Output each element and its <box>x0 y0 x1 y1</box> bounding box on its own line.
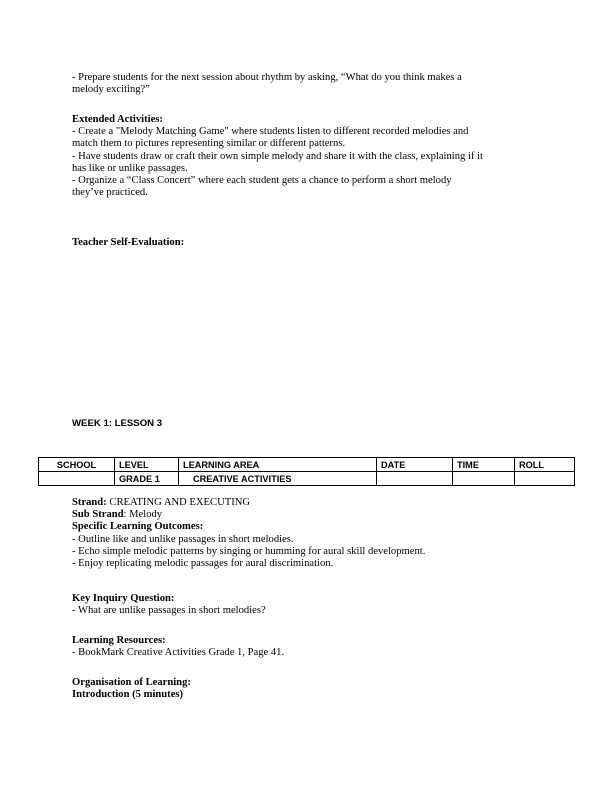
organisation-section <box>72 677 542 701</box>
table-header-cell: SCHOOL <box>39 458 115 472</box>
strand-label: Strand: <box>72 497 107 508</box>
closing-note <box>72 72 542 96</box>
closing-note-line: melody exciting?” <box>72 84 150 96</box>
slo-item: - Echo simple melodic patterns by singing or humming for aural skill development. <box>72 545 426 557</box>
sub-strand-label: Sub Strand <box>72 509 124 521</box>
kiq-heading: Key Inquiry Question: <box>72 593 175 604</box>
extended-activity-line: they’ve practiced. <box>72 187 148 199</box>
organisation-heading: Organisation of Learning: <box>72 677 191 688</box>
table-header-cell: LEARNING AREA <box>179 458 377 472</box>
extended-activity-line: - Have students draw or craft their own simple melody and share it with the class, explaining if it <box>72 150 483 162</box>
sub-strand-value: : Melody <box>123 509 163 521</box>
lesson-details <box>72 497 542 570</box>
lesson-meta-table <box>38 457 575 486</box>
learning-resources-section <box>72 635 542 659</box>
table-header-cell: ROLL <box>515 458 575 472</box>
table-header-cell: TIME <box>453 458 515 472</box>
extended-activity-line: has like or unlike passages. <box>72 162 188 174</box>
table-cell <box>515 472 575 486</box>
slo-heading: Specific Learning Outcomes: <box>72 521 204 533</box>
table-cell <box>453 472 515 486</box>
slo-item: - Outline like and unlike passages in short melodies. <box>72 533 294 545</box>
strand-line <box>72 497 542 509</box>
sub-strand-line <box>72 509 542 521</box>
extended-activity-line: - Organize a “Class Concert” where each student gets a chance to perform a short melody <box>72 175 452 187</box>
extended-activity-line: - Create a "Melody Matching Game" where students listen to different recorded melodies and <box>72 126 469 138</box>
table-row <box>39 472 575 486</box>
self-evaluation-heading: Teacher Self-Evaluation: <box>72 237 185 248</box>
extended-activities-heading: Extended Activities: <box>72 114 163 125</box>
kiq-item: - What are unlike passages in short melodies? <box>72 605 266 617</box>
week-lesson-title: WEEK 1: LESSON 3 <box>72 418 163 429</box>
closing-note-line: - Prepare students for the next session about rhythm by asking, “What do you think makes a <box>72 72 462 83</box>
table-cell <box>39 472 115 486</box>
extended-activities-section <box>72 114 542 199</box>
slo-item: - Enjoy replicating melodic passages for aural discrimination. <box>72 558 334 570</box>
key-inquiry-section <box>72 593 542 617</box>
resources-heading: Learning Resources: <box>72 635 166 646</box>
table-header-cell: DATE <box>377 458 453 472</box>
strand-value: CREATING AND EXECUTING <box>106 497 251 508</box>
extended-activity-line: match them to pictures representing similar or different patterns. <box>72 138 346 150</box>
table-header-cell: LEVEL <box>115 458 179 472</box>
table-header-row <box>39 458 575 472</box>
introduction-heading: Introduction (5 minutes) <box>72 689 184 701</box>
table-cell: CREATIVE ACTIVITIES <box>179 472 377 486</box>
table-cell <box>377 472 453 486</box>
table-cell: GRADE 1 <box>115 472 179 486</box>
resources-item: - BookMark Creative Activities Grade 1, Page 41. <box>72 647 285 659</box>
